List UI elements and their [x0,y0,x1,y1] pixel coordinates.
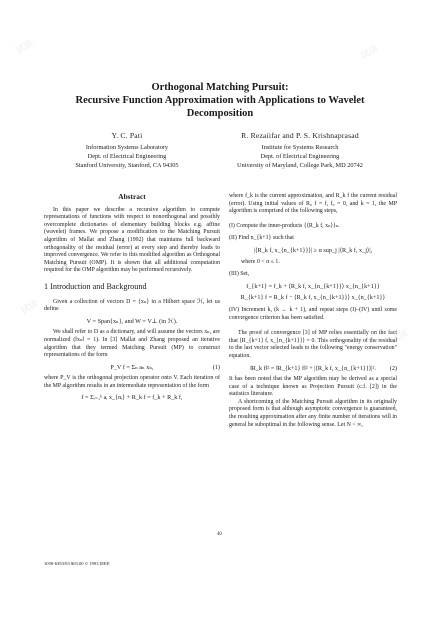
affiliation-line: Information Systems Laboratory [85,144,169,151]
paragraph: Given a collection of vectors D = {xₙ} in a Hilbert space ℋ, let us define [44,298,220,313]
paragraph: It has been noted that the MP algorithm may be derived as a special case of a technique known as Projection Pursuit (c.f. [2]) in the statistics literature. [229,376,397,398]
copyright-footer: 1058-6393/93 $03.00 © 1993 IEEE [44,561,110,566]
equation-step3a: f_{k+1} = f_k + ⟨R_k f, x_{n_{k+1}}⟩ x_{n_{k+1}} [246,282,380,290]
algorithm-step: (III) Set, [229,271,250,278]
title-line: Orthogonal Matching Pursuit: [151,82,289,93]
watermark: 试读 [14,38,36,57]
title-line: Decomposition [186,108,254,119]
algorithm-step: (I) Compute the inner-products {⟨R_k f, xₙ⟩}ₙ. [229,222,340,229]
author-block-right [210,131,390,170]
author-name: R. Rezaiifar and P. S. Krishnaprasad [241,131,359,140]
page-number: 40 [217,532,222,537]
affiliation-line: Dept. of Electrical Engineering [260,153,340,160]
algorithm-step-condition: where 0 < α ≤ 1. [241,258,280,265]
affiliation-line: University of Maryland, College Park, MD 20742 [237,162,363,169]
watermark: 试读 [359,43,381,62]
paragraph: A shortcoming of the Matching Pursuit algorithm in its originally proposed form is that although asymptotic convergence is guaranteed, the resulting approximation after any finite number of iterations will in general be suboptimal in the following sense. Let N < ∞, [229,398,397,428]
equation-text: P_V f = Σₙ aₙ xₙ, [110,363,154,371]
affiliation-line: Stanford University, Stanford, CA 94305 [75,162,179,169]
algorithm-step: (IV) Increment k, (k ← k + 1), and repeat steps (I)–(IV) until some convergence criterion has been satisfied. [229,306,397,321]
author-name: Y. C. Pati [111,131,143,140]
paragraph: where P_V is the orthogonal projection operator onto V. Each iteration of the MP algorithm results in an intermediate representation of the form [44,375,220,389]
abstract-heading: Abstract [118,192,146,201]
affiliation-line: Institute for Systems Research [261,144,339,151]
affiliation-line: Dept. of Electrical Engineering [87,153,167,160]
paragraph: The proof of convergence [3] of MP relies essentially on the fact that ⟨R_{k+1} f, x_{n_{k+1}}⟩ = 0. This orthogonality of the residual to the last vector selected leads to the following "energy conservation" equation. [229,330,397,359]
author-block-left [62,131,192,170]
equation-step3b: R_{k+1} f = R_k f − ⟨R_k f, x_{n_{k+1}}⟩ x_{n_{k+1}} [240,294,386,302]
section-heading: 1 Introduction and Background [44,281,147,291]
title-line: Recursive Function Approximation with Applications to Wavelet [75,95,365,106]
equation-definition: V = Span{xₙ}, and W = V⊥ (in ℋ). [86,317,178,325]
left-column [44,193,220,406]
equation-expansion: f = Σᵢ₌₁ᵏ aᵢ x_{nᵢ} + R_k f = f_k + R_k f, [81,394,183,402]
paper-title [40,81,400,120]
right-column [229,193,397,429]
equation-step2: |⟨R_k f, x_{n_{k+1}}⟩| ≥ α sup_j |⟨R_k f, x_j⟩|, [253,246,373,254]
equation-number: (2) [389,364,397,372]
equation-number: (1) [212,363,220,371]
watermark: 试读 [389,328,411,347]
algorithm-step: (II) Find n_{k+1} such that [229,235,294,242]
paragraph: We shall refer to D as a dictionary, and will assume the vectors xₙ, are normalized (‖xₙ‖ = 1). In [3] Mallat and Zhang proposed an iterative algorithm that they termed Matching Pursuit (MP) to construct representations of the form [44,329,220,359]
paragraph: where f_k is the current approximation, and R_k f the current residual (error). Using initial values of R₀ f = f, f₀ = 0, and k = 1, the MP algorithm is comprised of the following steps, [229,193,397,215]
abstract-text: In this paper we describe a recursive algorithm to compute representations of functions with respect to nonorthogonal and possibly overcomplete dictionaries of elementary building blocks e.g. affine (wavelet) frames. We propose a modification to the Matching Pursuit algorithm of Mallat and Zhang (1992) that maintains full backward orthogonality of the residual (error) at every step and thereby leads to improved convergence. We refer to this modified algorithm as Orthogonal Matching Pursuit (OMP). It is shown that all additional computation required for the OMP algorithm may be performed recursively. [44,206,220,274]
equation-1 [44,364,220,372]
watermark: 试读 [19,298,41,317]
equation-text: ‖R_k f‖² = ‖R_{k+1} f‖² + |⟨R_k f, x_{n_{k+1}}⟩|². [250,364,376,372]
equation-2 [229,365,397,373]
